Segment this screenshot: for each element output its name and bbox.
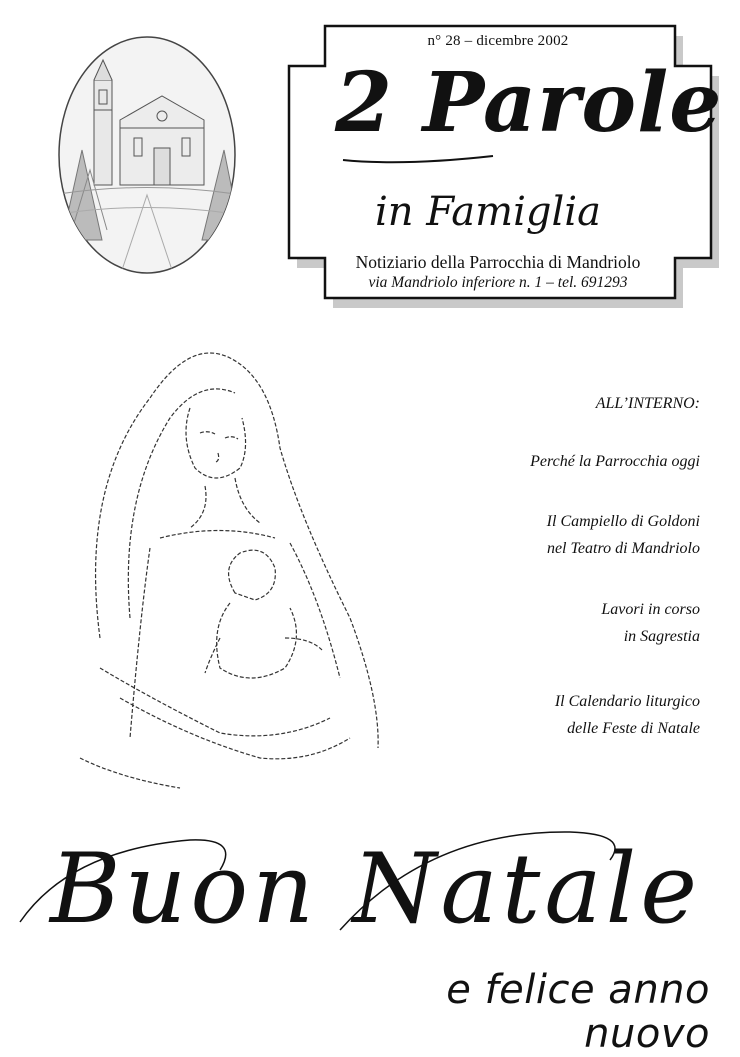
contents-item-line: Perché la Parrocchia oggi <box>530 453 700 470</box>
parish-address: via Mandriolo inferiore n. 1 – tel. 691293 <box>368 274 628 291</box>
contents-item <box>555 688 700 742</box>
christmas-greeting <box>10 810 710 950</box>
contents-item-line: Il Calendario liturgico <box>554 693 700 710</box>
contents-item-line: delle Feste di Natale <box>567 720 700 737</box>
greeting-main-text: Buon Natale <box>50 833 702 945</box>
contents-item-line: Il Campiello di Goldoni <box>546 513 700 530</box>
contents-item-line: in Sagrestia <box>623 628 700 645</box>
contents-item <box>530 448 700 475</box>
church-vignette <box>52 30 242 280</box>
contents-item <box>547 508 700 562</box>
newsletter-subtitle: in Famiglia <box>375 189 601 235</box>
contents-item-line: nel Teatro di Mandriolo <box>546 540 700 557</box>
contents-item <box>601 596 700 650</box>
greeting-subtext: e felice anno nuovo <box>446 967 710 1057</box>
newsletter-description: Notiziario della Parrocchia di Mandriolo <box>355 252 641 272</box>
issue-number: n° 28 – dicembre 2002 <box>427 33 569 49</box>
newsletter-title: 2 Parole <box>335 55 723 151</box>
contents-item-line: Lavori in corso <box>601 601 700 618</box>
madonna-and-child-drawing <box>60 338 390 790</box>
masthead <box>283 20 723 310</box>
contents-heading: ALL’INTERNO: <box>595 395 700 412</box>
